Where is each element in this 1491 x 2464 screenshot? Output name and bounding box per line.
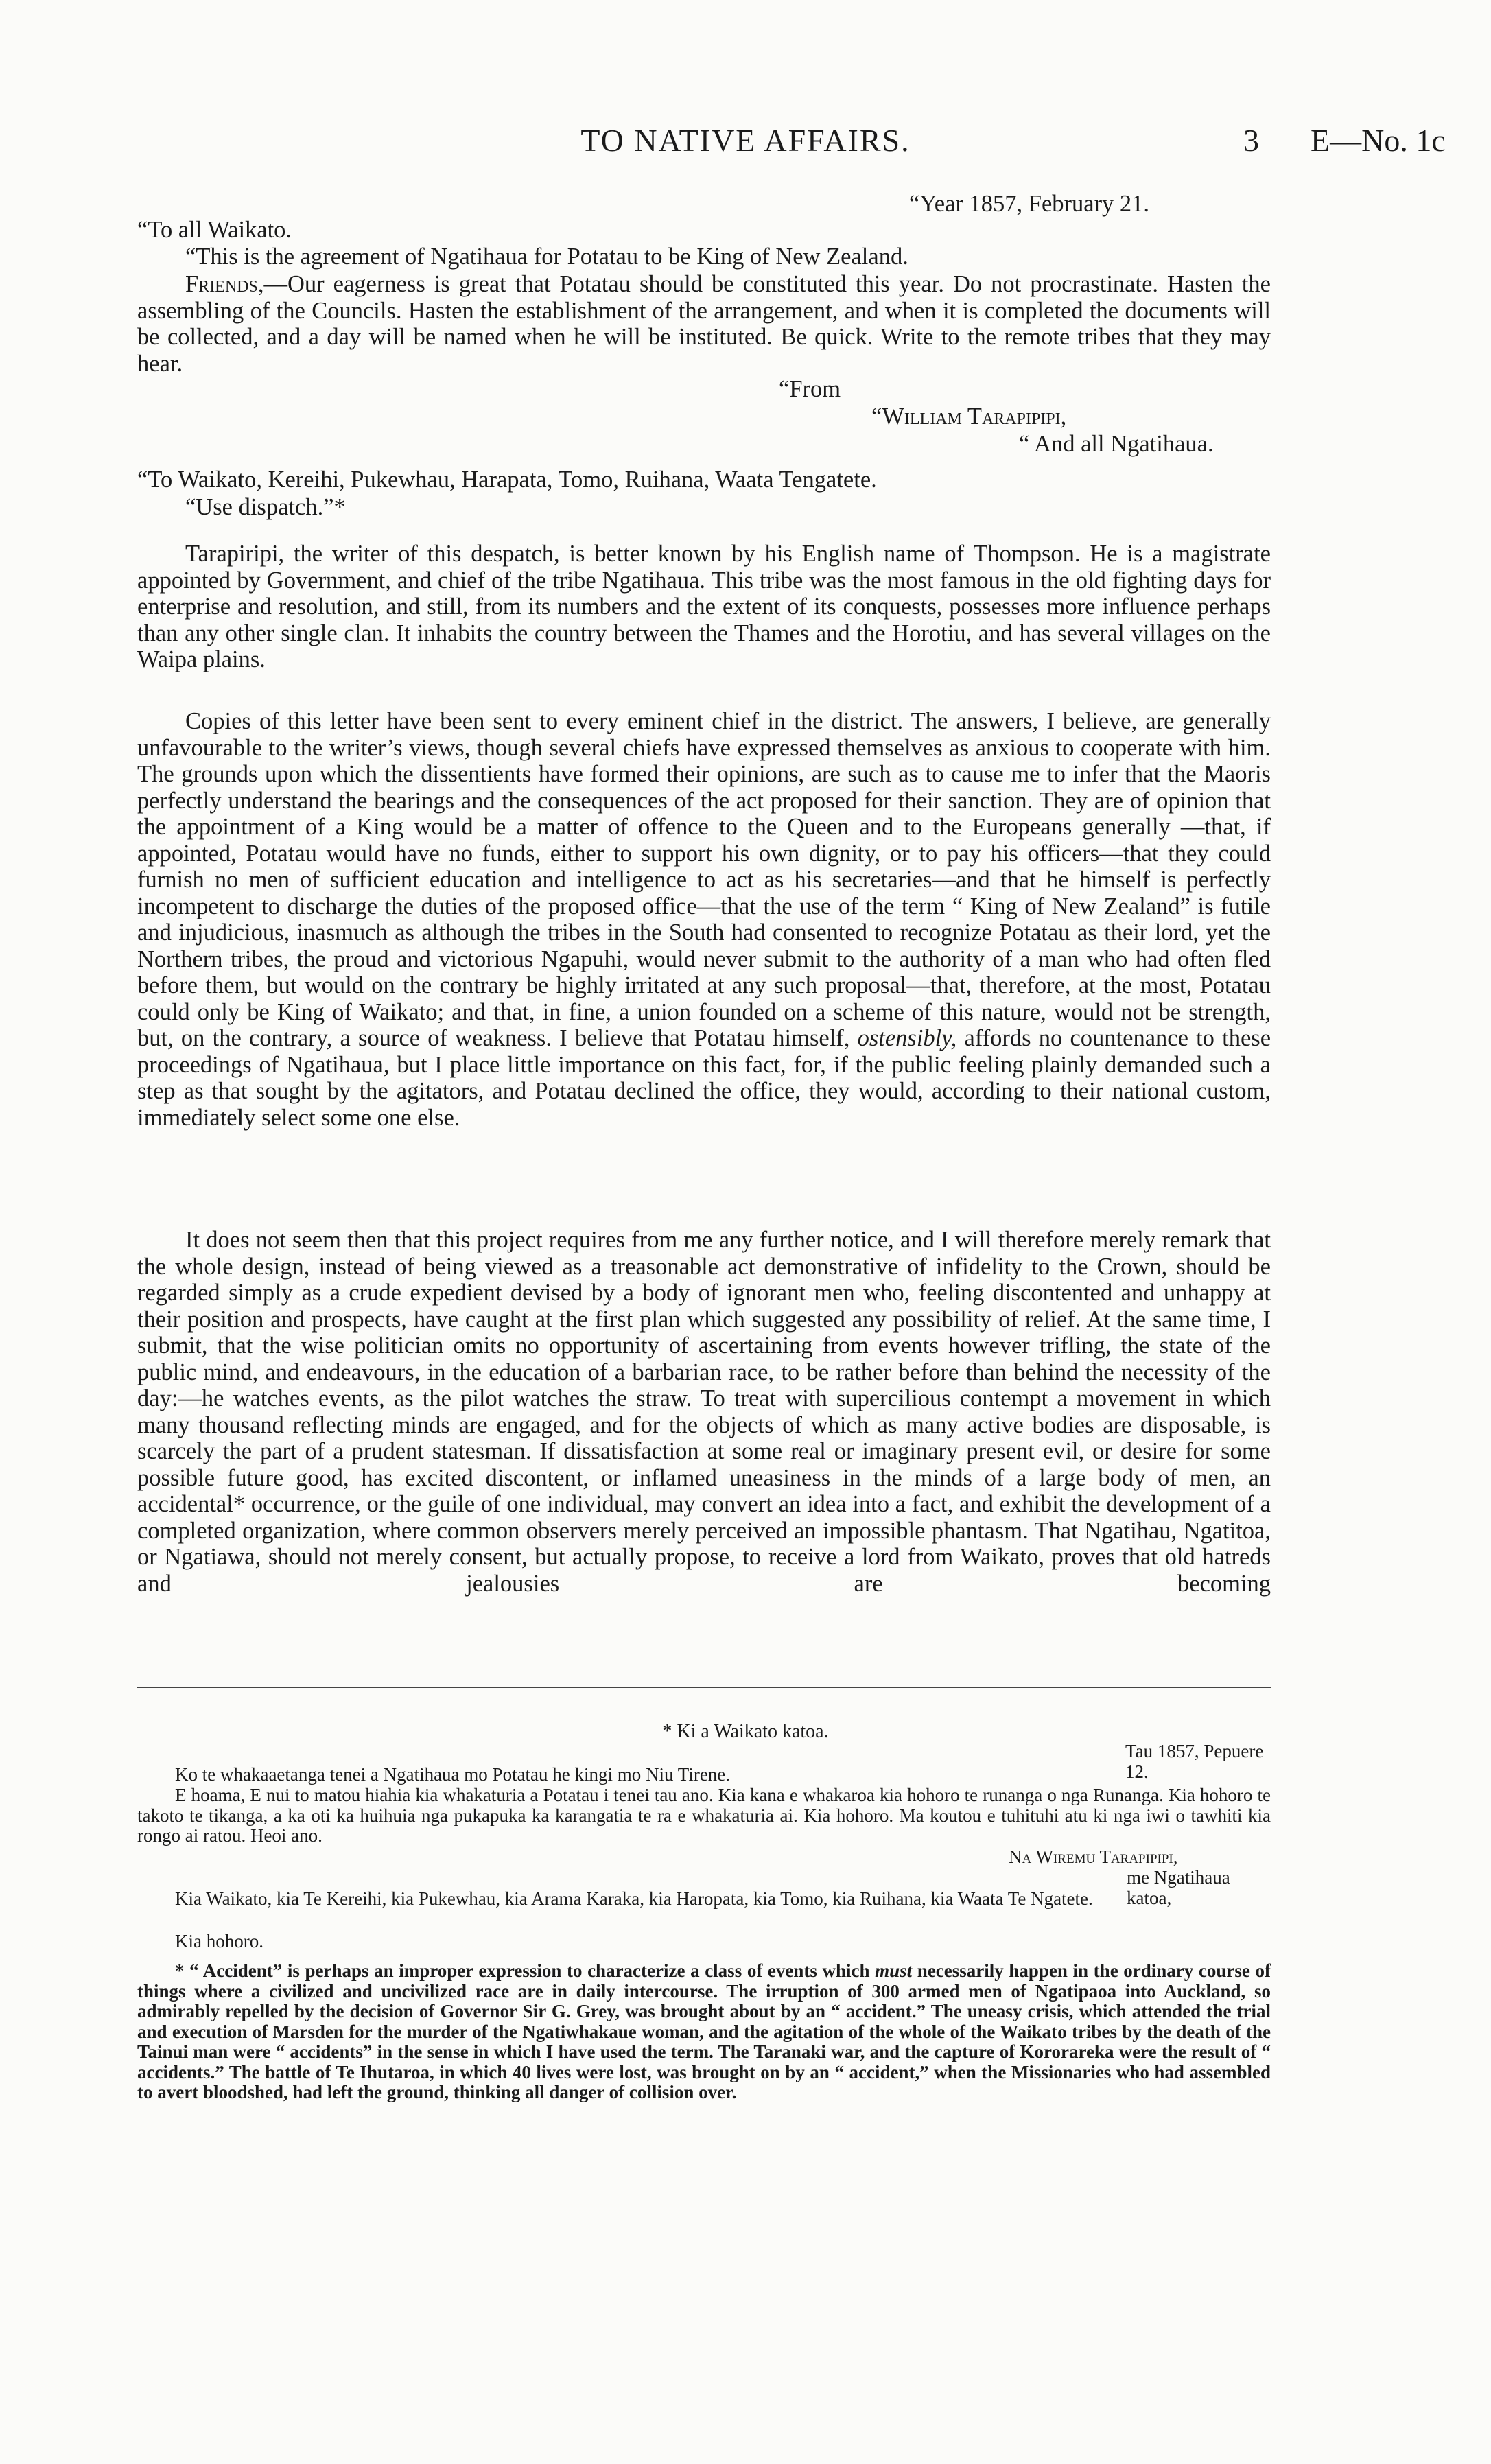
friends-label: Friends, (185, 271, 264, 297)
letter-salutation: “To all Waikato. (137, 217, 292, 243)
letter-addressees: “To Waikato, Kereihi, Pukewhau, Harapata, Tomo, Ruihana, Waata Tengatete. (137, 467, 877, 493)
footnote-title: * Ki a Waikato katoa. (662, 1721, 829, 1742)
page-header-title: TO NATIVE AFFAIRS. (580, 123, 911, 158)
letter-closing: “Use dispatch.”* (185, 494, 346, 520)
footnote-signature: Na Wiremu Tarapipipi, (1009, 1846, 1178, 1867)
letter-date: “Year 1857, February 21. (909, 191, 1150, 217)
footnote-closing: Kia hohoro. (175, 1931, 263, 1951)
letter-signature: “William Tarapipipi, (871, 403, 1067, 430)
paragraph-copies: Copies of this letter have been sent to every eminent chief in the district. The answers, I believe, are generally unfavourable to the writer’s views, though several chiefs have expressed themselves as anxious to cooperate with him. The grounds upon which the dissentients have formed their opinions, are such as to cause me to infer that the Maoris perfectly understand the bearings and the consequences of the act proposed for their sanction. They are of opinion that the appointment of a King would be a matter of offence to the Queen and to the Europeans generally —that, if appointed, Potatau would have no funds, either to support his own dignity, or to pay his officers—that they could furnish no men of sufficient education and intelligence to act as his secretaries—and that he himself is perfectly incompetent to discharge the duties of the proposed office—that the use of the term “ King of New Zealand” is futile and injudicious, inasmuch as although the tribes in the South had consented to recognize Potatau as their lord, yet the Northern tribes, the proud and victorious Ngapuhi, would never submit to the authority of a man who had often fled before them, but would on the contrary be highly irritated at any such proposal—that, therefore, at the most, Potatau could only be King of Waikato; and that, in fine, a union founded on a scheme of this nature, would not be strength, but, on the contrary, a source of weakness. I believe that Potatau himself, ostensibly, affords no countenance to these proceedings of Ngatihaua, but I place little importance on this fact, for, if the public feeling plainly demanded such a step as that sought by the agitators, and Potatau declined the office, they would, according to their national custom, immediately select some one else. (137, 708, 1271, 1131)
letter-intro: “This is the agreement of Ngatihaua for Potatau to be King of New Zealand. (185, 244, 908, 270)
letter-signature-group: “ And all Ngatihaua. (1019, 431, 1214, 457)
document-reference: E—No. 1c (1311, 123, 1446, 158)
letter-body: Friends,—Our eagerness is great that Potatau should be constituted this year. Do not procrastinate. Hasten the assembling of the Councils. Hasten the establishment of the arrangement, and when it is completed the documents will be collected, and a day will be named when he will be instituted. Be quick. Write to the remote tribes that they may hear. (137, 271, 1271, 377)
footnote-body: E hoama, E nui to matou hiahia kia whakaturia a Potatau i tenei tau ano. Kia kana e whakaroa kia hohoro te runanga o nga Runanga. Kia hohoro te takoto te tikanga, a ka oti ka huihuia nga pukapuka ka karangatia te ra e whakaturia ai. Kia hohoro. Ma koutou e tuhituhi atu ki nga iwi o tawhiti kia rongo ai ratou. Heoi ano. (137, 1785, 1271, 1846)
footnote-signature-group: me Ngatihaua katoa, (1127, 1867, 1230, 1908)
page-number: 3 (1243, 123, 1259, 158)
paragraph-tarapiripi: Tarapiripi, the writer of this despatch, is better known by his English name of Thompson. He is a magistrate appointed by Government, and chief of the tribe Ngatihaua. This tribe was the most famous in the old fighting days for enterprise and resolution, and still, from its numbers and the extent of its conquests, possesses more influence perhaps than any other single clan. It inhabits the country between the Thames and the Horotiu, and has several villages on the Waipa plains. (137, 541, 1271, 672)
accident-footnote: * “ Accident” is perhaps an improper expression to characterize a class of events which must necessarily happen in the ordinary course of things where a civilized and uncivilized race are in daily intercourse. The irruption of 300 armed men of Ngatipaoa into Auckland, so admirably repelled by the decision of Governor Sir G. Grey, was brought about by an “ accident.” The uneasy crisis, which attended the trial and execution of Marsden for the murder of the Ngatiwhakaue woman, and the agitation of the whole of the Waikato tribes by the death of the Tainui man were “ accidents” in the sense in which I have used the term. The Taranaki war, and the capture of Kororareka were the result of “ accidents.” The battle of Te Ihutaroa, in which 40 lives were lost, was brought on by an “ accident,” when the Missionaries who had assembled to avert bloodshed, had left the ground, thinking all danger of collision over. (137, 1960, 1271, 2102)
footnote-addressees: Kia Waikato, kia Te Kereihi, kia Pukewhau, kia Arama Karaka, kia Haropata, kia Tomo, kia Ruihana, kia Waata Te Ngatete. (175, 1888, 1093, 1909)
footnote-divider (137, 1687, 1271, 1688)
footnote-date: Tau 1857, Pepuere 12. (1125, 1741, 1264, 1782)
letter-from: “From (779, 376, 841, 402)
footnote-line-1: Ko te whakaaetanga tenei a Ngatihaua mo Potatau he kingi mo Niu Tirene. (175, 1764, 731, 1785)
paragraph-project: It does not seem then that this project requires from me any further notice, and I will therefore merely remark that the whole design, instead of being viewed as a treasonable act demonstrative of infidelity to the Crown, should be regarded simply as a crude expedient devised by a body of ignorant men who, feeling discontented and unhappy at their position and prospects, have caught at the first plan which suggested any possibility of relief. At the same time, I submit, that the wise politician omits no opportunity of ascertaining from events however trifling, the state of the public mind, and endeavours, in the education of a barbarian race, to be rather before than behind the necessity of the day:—he watches events, as the pilot watches the straw. To treat with supercilious contempt a movement in which many thousand reflecting minds are engaged, and for the objects of which as many active bodies are disposable, is scarcely the part of a prudent statesman. If dissatisfaction at some real or imaginary present evil, or desire for some possible future good, has excited discontent, or inflamed uneasiness in the minds of a large body of men, an accidental* occurrence, or the guile of one individual, may convert an idea into a fact, and exhibit the development of a completed organization, where common observers merely perceived an impossible phantasm. That Ngatihau, Ngatitoa, or Ngatiawa, should not merely consent, but actually propose, to receive a lord from Waikato, proves that old hatreds and jealousies are becoming (137, 1227, 1271, 1597)
